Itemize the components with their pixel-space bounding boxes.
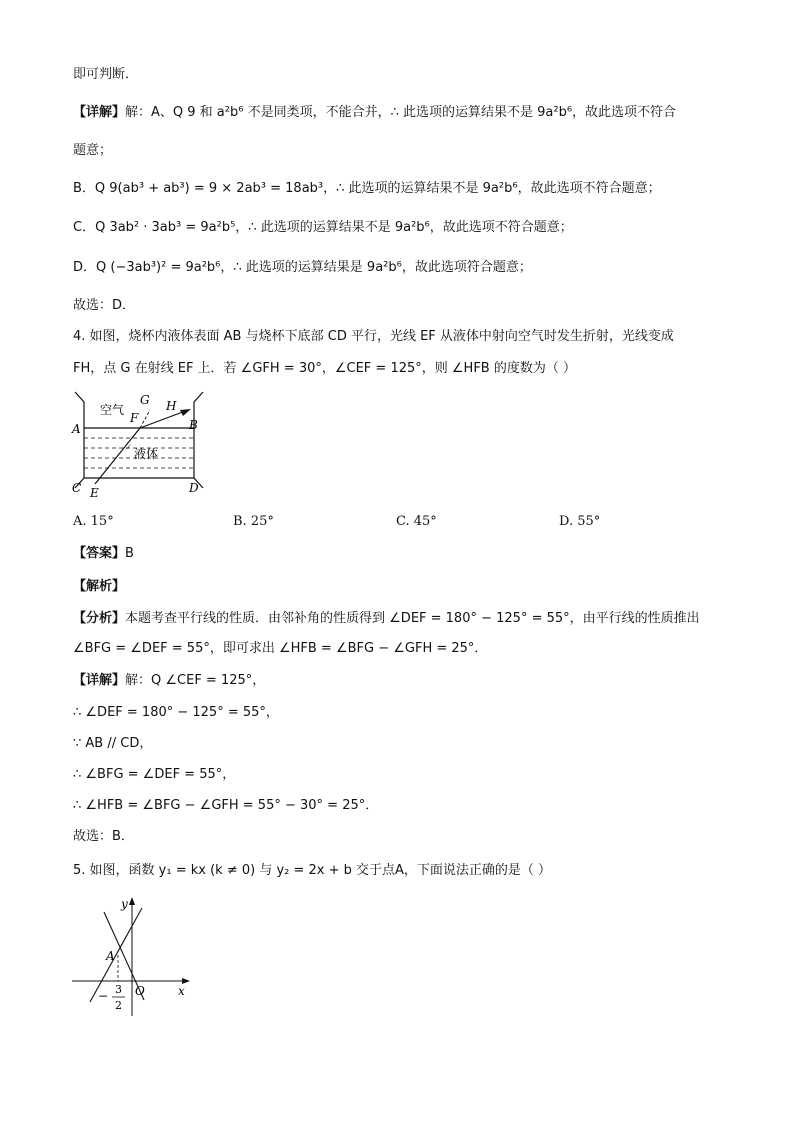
- text-line: 题意；: [73, 143, 113, 158]
- answer-value: B: [125, 546, 134, 561]
- detail-line: [73, 104, 676, 122]
- detail-line1: [73, 672, 265, 690]
- label-d: D: [189, 481, 199, 495]
- air-label: 空气: [100, 403, 125, 417]
- function-graph-figure: [70, 892, 195, 1020]
- beaker-figure: [70, 388, 210, 500]
- detail-text: 解：Q ∠CEF = 125°，: [125, 673, 266, 688]
- fenxi-line1: [73, 610, 700, 628]
- origin-label: O: [135, 984, 145, 998]
- detail-line6: 故选：B．: [73, 829, 134, 844]
- detail-line4: ∴ ∠BFG = ∠DEF = 55°，: [73, 767, 236, 782]
- q4-option-c: C. 45°: [396, 514, 437, 529]
- x-axis-label: x: [178, 984, 185, 998]
- fraction-numerator: 3: [115, 983, 122, 996]
- detail-line5: ∴ ∠HFB = ∠BFG − ∠GFH = 55° − 30° = 25°．: [73, 798, 379, 813]
- detail-tag: 【详解】: [73, 105, 126, 120]
- q4-option-d: D. 55°: [559, 514, 601, 529]
- q5-stem: 5. 如图，函数 y₁ = kx (k ≠ 0) 与 y₂ = 2x + b 交于点A，下面说法正确的是（ ）: [73, 863, 552, 878]
- option-c-line: C．Q 3ab² · 3ab³ = 9a²b⁵，∴ 此选项的运算结果不是 9a²b⁶，故此选项不符合题意；: [73, 220, 573, 235]
- fenxi-line2: ∠BFG = ∠DEF = 55°，即可求出 ∠HFB = ∠BFG − ∠GFH = 25°．: [73, 641, 488, 656]
- choice-line: 故选：D．: [73, 298, 136, 313]
- option-b-line: B．Q 9(ab³ + ab³) = 9 × 2ab³ = 18ab³，∴ 此选项的运算结果不是 9a²b⁶，故此选项不符合题意；: [73, 181, 661, 196]
- fraction-denominator: 2: [115, 999, 122, 1012]
- label-f: F: [130, 411, 139, 425]
- label-g: G: [140, 393, 150, 407]
- y-axis-label: y: [121, 897, 128, 911]
- option-d-line: D．Q (−3ab³)² = 9a²b⁶，∴ 此选项的运算结果是 9a²b⁶，故此选项符合题意；: [73, 260, 532, 275]
- neg-sign: −: [98, 989, 109, 1003]
- q4-stem-line1: 4. 如图，烧杯内液体表面 AB 与烧杯下底部 CD 平行，光线 EF 从液体中射向空气时发生折射，光线变成: [73, 329, 674, 344]
- detail-line3: ∵ AB // CD，: [73, 736, 153, 751]
- point-a-label: A: [106, 949, 115, 963]
- label-c: C: [72, 481, 82, 495]
- label-h: H: [166, 399, 177, 413]
- detail-tag: 【详解】: [73, 673, 126, 688]
- fenxi-tag: 【分析】: [73, 611, 126, 626]
- q4-stem-line2: FH，点 G 在射线 EF 上．若 ∠GFH = 30°，∠CEF = 125°，则 ∠HFB 的度数为（ ）: [73, 361, 576, 376]
- label-a: A: [72, 422, 81, 436]
- q4-option-a: A. 15°: [73, 514, 114, 529]
- fenxi-text: 本题考查平行线的性质．由邻补角的性质得到 ∠DEF = 180° − 125° = 55°，由平行线的性质推出: [125, 611, 700, 626]
- detail-text: 解：A、Q 9 和 a²b⁶ 不是同类项，不能合并，∴ 此选项的运算结果不是 9a²b⁶，故此选项不符合: [125, 105, 677, 120]
- answer-tag: 【答案】: [73, 546, 126, 561]
- q4-option-b: B. 25°: [233, 514, 274, 529]
- analysis-tag: 【解析】: [73, 579, 126, 594]
- detail-line2: ∴ ∠DEF = 180° − 125° = 55°，: [73, 705, 279, 720]
- text-line: 即可判断．: [73, 67, 139, 82]
- label-b: B: [189, 418, 198, 432]
- label-e: E: [90, 486, 99, 500]
- answer-line: [73, 545, 134, 563]
- liquid-label: 液体: [134, 447, 159, 461]
